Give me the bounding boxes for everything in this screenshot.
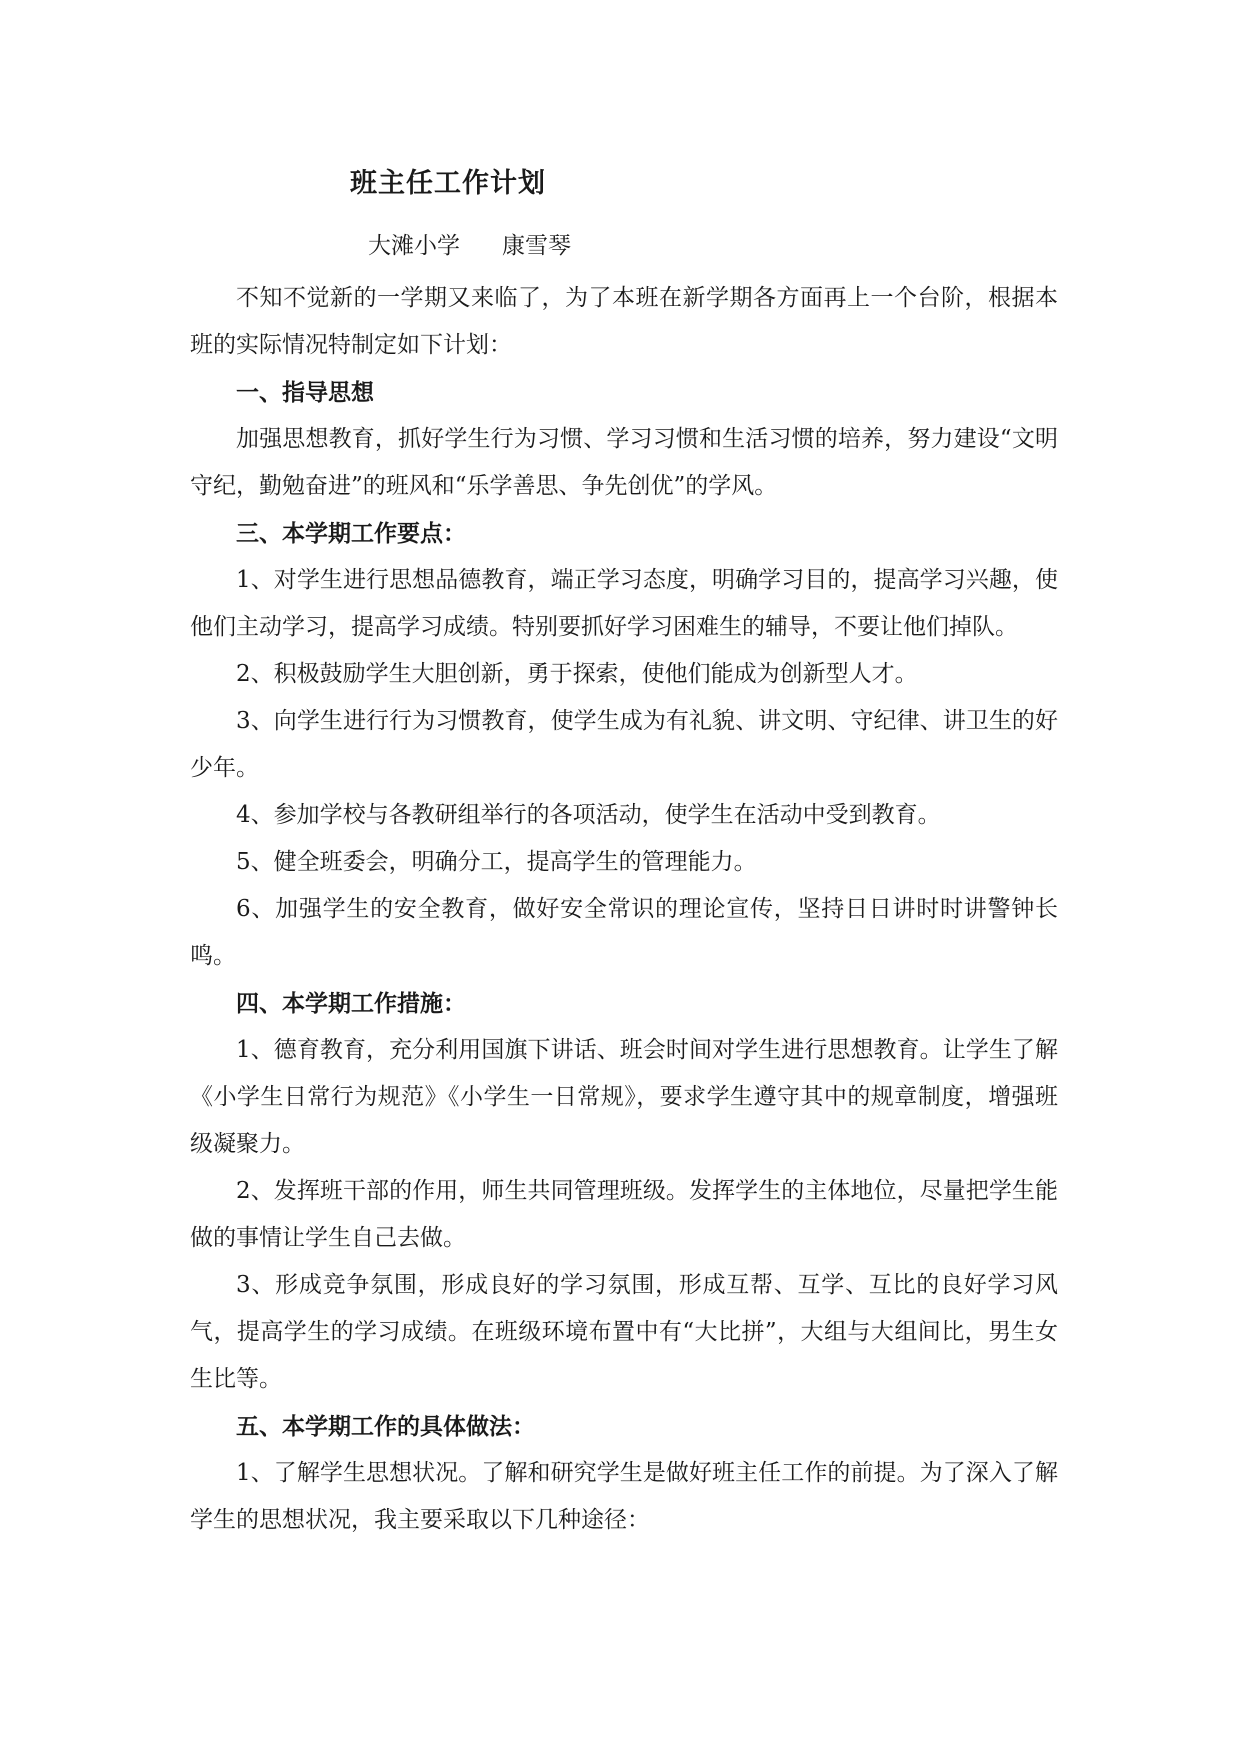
author-name: 康雪琴 [502, 233, 571, 259]
list-item-paragraph: 2、积极鼓励学生大胆创新，勇于探索，使他们能成为创新型人才。 [236, 661, 918, 687]
list-item-paragraph: 2、发挥班干部的作用，师生共同管理班级。发挥学生的主体地位，尽量把学生能做的事情让学生自己去做。 [190, 1178, 1058, 1251]
section-heading-work-points: 三、本学期工作要点： [236, 520, 466, 547]
body-paragraph: 加强思想教育，抓好学生行为习惯、学习习惯和生活习惯的培养，努力建设“文明守纪，勤勉奋进”的班风和“乐学善思、争先创优”的学风。 [190, 426, 1058, 499]
author-line [368, 228, 571, 264]
list-item-paragraph: 3、向学生进行行为习惯教育，使学生成为有礼貌、讲文明、守纪律、讲卫生的好少年。 [190, 708, 1058, 781]
list-item-paragraph: 4、参加学校与各教研组举行的各项活动，使学生在活动中受到教育。 [236, 802, 941, 828]
list-item-paragraph: 1、对学生进行思想品德教育，端正学习态度，明确学习目的，提高学习兴趣，使他们主动学习，提高学习成绩。特别要抓好学习困难生的辅导，不要让他们掉队。 [190, 567, 1058, 640]
list-item-paragraph: 1、了解学生思想状况。了解和研究学生是做好班主任工作的前提。为了深入了解学生的思想状况，我主要采取以下几种途径： [190, 1460, 1058, 1533]
intro-paragraph: 不知不觉新的一学期又来临了，为了本班在新学期各方面再上一个台阶，根据本班的实际情况特制定如下计划： [190, 285, 1058, 358]
list-item-paragraph: 5、健全班委会，明确分工，提高学生的管理能力。 [236, 849, 757, 875]
school-name: 大滩小学 [368, 233, 460, 259]
section-heading-specific-practices: 五、本学期工作的具体做法： [236, 1413, 535, 1440]
list-item-paragraph: 6、加强学生的安全教育，做好安全常识的理论宣传，坚持日日讲时时讲警钟长鸣。 [190, 896, 1058, 969]
section-heading-work-measures: 四、本学期工作措施： [236, 990, 466, 1017]
section-heading-guiding-ideology: 一、指导思想 [236, 379, 374, 406]
list-item-paragraph: 1、德育教育，充分利用国旗下讲话、班会时间对学生进行思想教育。让学生了解《小学生日常行为规范》《小学生一日常规》，要求学生遵守其中的规章制度，增强班级凝聚力。 [190, 1037, 1058, 1157]
document-body [190, 275, 1058, 1544]
list-item-paragraph: 3、形成竞争氛围，形成良好的学习氛围，形成互帮、互学、互比的良好学习风气，提高学生的学习成绩。在班级环境布置中有“大比拼”，大组与大组间比，男生女生比等。 [190, 1272, 1058, 1392]
document-title: 班主任工作计划 [350, 168, 546, 199]
